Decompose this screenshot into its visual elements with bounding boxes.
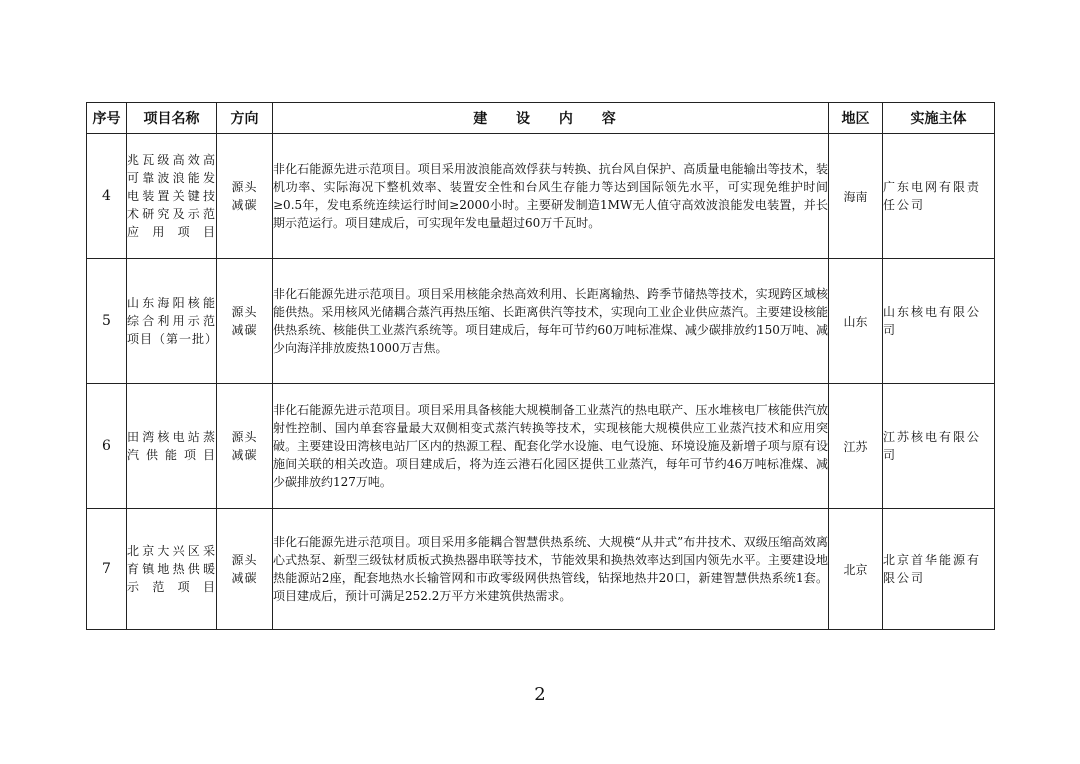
row-entity: 北京首华能源有限公司 <box>883 509 995 630</box>
header-entity: 实施主体 <box>883 103 995 134</box>
row-direction <box>217 384 273 509</box>
row-project-name: 山东海阳核能综合利用示范项目（第一批） <box>127 259 217 384</box>
row-project-name: 田湾核电站蒸汽供能项目 <box>127 384 217 509</box>
row-seq: 5 <box>87 259 127 384</box>
row-direction <box>217 259 273 384</box>
direction-text: 源头减碳 <box>231 305 258 337</box>
row-entity: 广东电网有限责任公司 <box>883 134 995 259</box>
row-direction <box>217 509 273 630</box>
direction-text: 源头减碳 <box>231 180 258 212</box>
row-entity: 山东核电有限公司 <box>883 259 995 384</box>
row-seq: 4 <box>87 134 127 259</box>
row-content: 非化石能源先进示范项目。项目采用波浪能高效俘获与转换、抗台风自保护、高质量电能输出等技术，装机功率、实际海况下整机效率、装置安全性和台风生存能力等达到国际领先水平，可实现免维护时间≥0.5年，发电系统连续运行时间≥2000小时。主要研发制造1MW无人值守高效波浪能发电装置，并长期示范运行。项目建成后，可实现年发电量超过60万千瓦时。 <box>273 134 829 259</box>
projects-table <box>86 102 995 630</box>
row-region: 海南 <box>829 134 883 259</box>
row-direction <box>217 134 273 259</box>
row-seq: 6 <box>87 384 127 509</box>
table-row <box>87 259 995 384</box>
page-number: 2 <box>534 684 546 705</box>
header-region: 地区 <box>829 103 883 134</box>
row-region: 北京 <box>829 509 883 630</box>
row-content: 非化石能源先进示范项目。项目采用多能耦合智慧供热系统、大规模“从井式”布井技术、双级压缩高效离心式热泵、新型三级钛材质板式换热器串联等技术，节能效果和换热效率达到国内领先水平。主要建设地热能源站2座，配套地热水长输管网和市政零级网供热管线，钻探地热井20口，新建智慧供热系统1套。项目建成后，预计可满足252.2万平方米建筑供热需求。 <box>273 509 829 630</box>
direction-text: 源头减碳 <box>231 553 258 585</box>
row-content: 非化石能源先进示范项目。项目采用核能余热高效利用、长距离输热、跨季节储热等技术，实现跨区域核能供热。采用核风光储耦合蒸汽再热压缩、长距离供汽等技术，实现向工业企业供应蒸汽。主要建设核能供热系统、核能供工业蒸汽系统等。项目建成后，每年可节约60万吨标准煤、减少碳排放约150万吨、减少向海洋排放废热1000万吉焦。 <box>273 259 829 384</box>
row-project-name: 兆瓦级高效高可靠波浪能发电装置关键技术研究及示范应用项目 <box>127 134 217 259</box>
table-header-row <box>87 103 995 134</box>
table-row <box>87 509 995 630</box>
row-entity: 江苏核电有限公司 <box>883 384 995 509</box>
table-row <box>87 134 995 259</box>
table-row <box>87 384 995 509</box>
row-project-name: 北京大兴区采育镇地热供暖示范项目 <box>127 509 217 630</box>
row-content: 非化石能源先进示范项目。项目采用具备核能大规模制备工业蒸汽的热电联产、压水堆核电厂核能供汽放射性控制、国内单套容量最大双侧相变式蒸汽转换等技术，实现核能大规模供应工业蒸汽技术和应用突破。主要建设田湾核电站厂区内的热源工程、配套化学水设施、电气设施、环境设施及新增子项与原有设施间关联的相关改造。项目建成后，将为连云港石化园区提供工业蒸汽，每年可节约46万吨标准煤、减少碳排放约127万吨。 <box>273 384 829 509</box>
header-direction: 方向 <box>217 103 273 134</box>
header-seq: 序号 <box>87 103 127 134</box>
row-seq: 7 <box>87 509 127 630</box>
header-content: 建 设 内 容 <box>273 103 829 134</box>
header-name: 项目名称 <box>127 103 217 134</box>
row-region: 江苏 <box>829 384 883 509</box>
direction-text: 源头减碳 <box>231 430 258 462</box>
row-region: 山东 <box>829 259 883 384</box>
